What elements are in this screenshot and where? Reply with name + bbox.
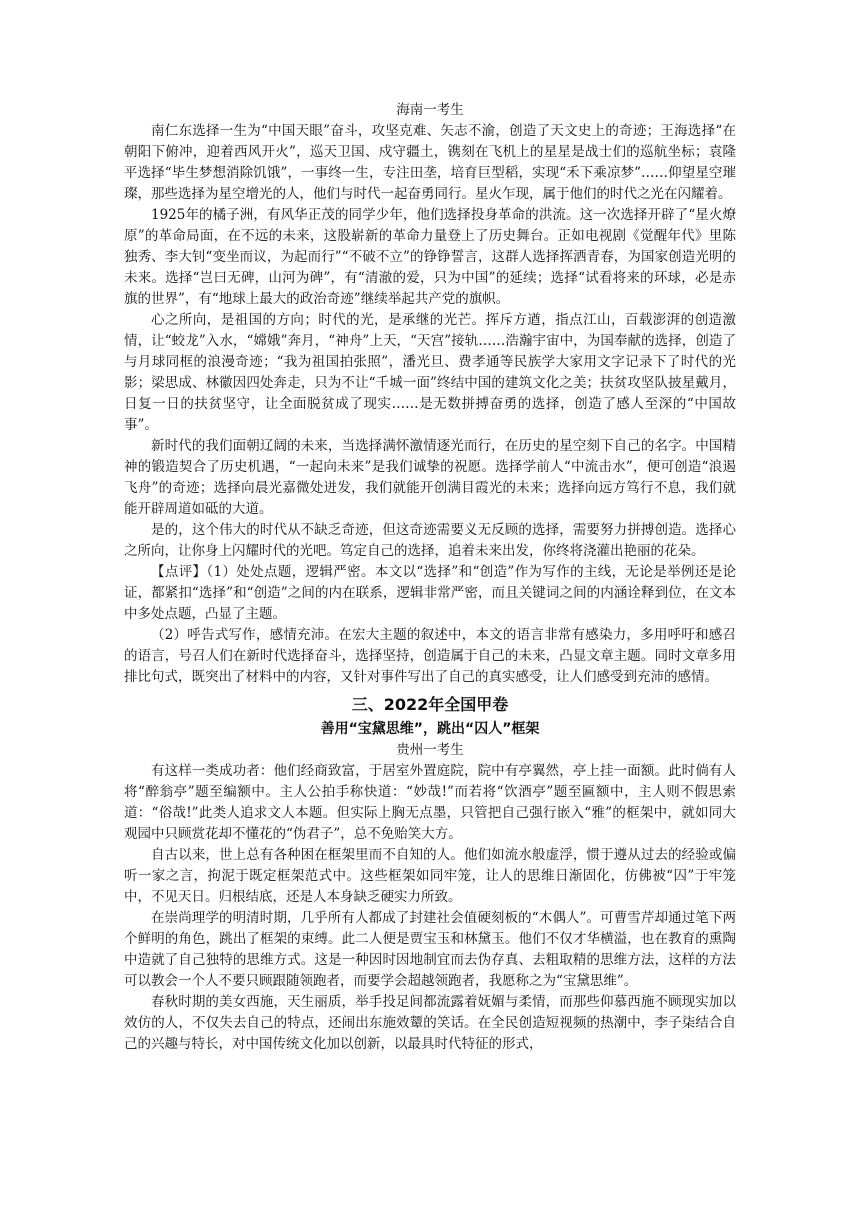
essay1-paragraph-2: 1925年的橘子洲，有风华正茂的同学少年，他们选择投身革命的洪流。这一次选择开辟了“星火燎原”的革命局面，在不远的未来，这股崭新的革命力量登上了历史舞台。正如电视剧《觉醒年代》里陈独秀、李大钊“变坐而议，为起而行”“不破不立”的铮铮誓言，这群人选择挥洒青春，为国家创造光明的未来。选择“岂曰无碑，山河为碑”，有“清澈的爱，只为中国”的延续；选择“试看将来的环球，必是赤旗的世界”，有“地球上最大的政治奇迹”继续举起共产党的旗帜。 [124, 207, 736, 307]
essay2-paragraph-4: 春秋时期的美女西施，天生丽质，举手投足间都流露着妩媚与柔情，而那些仰慕西施不顾现实加以效仿的人，不仅失去自己的特点，还闹出东施效颦的笑话。在全民创造短视频的热潮中，李子柒结合自己的兴趣与特长，对中国传统文化加以创新，以最具时代特征的形式， [124, 994, 736, 1052]
essay2-paragraph-2: 自古以来，世上总有各种困在框架里而不自知的人。他们如流水般虚浮，惯于遵从过去的经验或偏听一家之言，拘泥于既定框架范式中。这些框架如同牢笼，让人的思维日渐固化，仿佛被“囚”于牢笼中，不见天日。归根结底，还是人本身缺乏硬实力所致。 [124, 847, 736, 905]
essay1-comment-2: （2）呼告式写作，感情充沛。在宏大主题的叙述中，本文的语言非常有感染力，多用呼吁和感召的语言，号召人们在新时代选择奋斗，选择坚持，创造属于自己的未来，凸显文章主题。同时文章多用排比句式，既突出了材料中的内容，又针对事件写出了自己的真实感受，让人们感受到充沛的感情。 [124, 627, 736, 685]
essay1-paragraph-4: 新时代的我们面朝辽阔的未来，当选择满怀激情逐光而行，在历史的星空刻下自己的名字。中国精神的锻造契合了历史机遇，“一起向未来”是我们诚挚的祝愿。选择学前人“中流击水”，便可创造“浪遏飞舟”的奇迹；选择向晨光嘉微处迸发，我们就能开创满目霞光的未来；选择向远方笃行不息，我们就能开辟周道如砥的大道。 [124, 438, 736, 517]
essay2-author: 贵州一考生 [396, 742, 464, 758]
section-title: 三、2022年全国甲卷 [351, 695, 509, 714]
essay2-paragraph-1: 有这样一类成功者：他们经商致富，于居室外置庭院，院中有亭翼然，亭上挂一面额。此时倘有人将“醉翁亭”题至编额中。主人公拍手称快道：“妙哉!”而若将“饮酒亭”题至匾额中，主人则不假思索道：“俗哉!”此类人追求文人本题。但实际上胸无点墨，只管把自己强行嵌入“雅”的框架中，就如同大观园中只顾赏花却不懂花的“伪君子”，总不免贻笑大方。 [124, 763, 736, 842]
document-page [124, 100, 736, 1055]
essay2-title: 善用“宝黛思维”，跳出“囚人”框架 [320, 721, 540, 737]
essay1-paragraph-3: 心之所向，是祖国的方向；时代的光，是承继的光芒。挥斥方遒，指点江山，百载澎湃的创造激情，让“蛟龙”入水，“嫦娥”奔月，“神舟”上天，“天宫”接轨……浩瀚宇宙中，为国奉献的选择，创造了与月球同框的浪漫奇迹；“我为祖国拍张照”，潘光旦、费孝通等民族学大家用文字记录下了时代的光影；梁思成、林徽因四处奔走，只为不让“千城一面”终结中国的建筑文化之美；扶贫攻坚队披星戴月，日复一日的扶贫坚守，让全面脱贫成了现实……是无数拼搏奋勇的选择，创造了感人至深的“中国故事”。 [124, 312, 736, 433]
essay2-paragraph-3: 在崇尚理学的明清时期，几乎所有人都成了封建社会值硬刻板的“木偶人”。可曹雪芹却通过笔下两个鲜明的角色，跳出了框架的束缚。此二人便是贾宝玉和林黛玉。他们不仅才华横溢，也在教育的熏陶中造就了自己独特的思维方式。这是一种因时因地制宜而去伪存真、去粗取精的思维方法，这样的方法可以教会一个人不要只顾跟随领跑者，而要学会超越领跑者，我愿称之为“宝黛思维”。 [124, 910, 736, 989]
essay1-author: 海南一考生 [396, 102, 464, 118]
essay1-paragraph-5: 是的，这个伟大的时代从不缺乏奇迹，但这奇迹需要义无反顾的选择，需要努力拼搏创造。选择心之所向，让你身上闪耀时代的光吧。笃定自己的选择，追着未来出发，你终将浇灌出艳丽的花朵。 [124, 522, 736, 559]
essay1-paragraph-1: 南仁东选择一生为“中国天眼”奋斗，攻坚克难、矢志不渝，创造了天文史上的奇迹；王海选择“在朝阳下俯冲，迎着西风开火”，巡天卫国、戍守疆土，镌刻在飞机上的星星是战士们的巡航坐标；袁隆平选择“毕生梦想消除饥饿”，一事终一生，专注田垄，培育巨型稻，实现“禾下乘凉梦”……仰望星空璀璨，那些选择为星空增光的人，他们与时代一起奋勇同行。星火乍现，属于他们的时代之光在闪耀着。 [124, 123, 736, 202]
essay1-comment-1: 【点评】（1）处处点题，逻辑严密。本文以“选择”和“创造”作为写作的主线，无论是举例还是论证，都紧扣“选择”和“创造”之间的内在联系，逻辑非常严密，而且关键词之间的内涵诠释到位，在文本中多处点题，凸显了主题。 [124, 564, 736, 622]
